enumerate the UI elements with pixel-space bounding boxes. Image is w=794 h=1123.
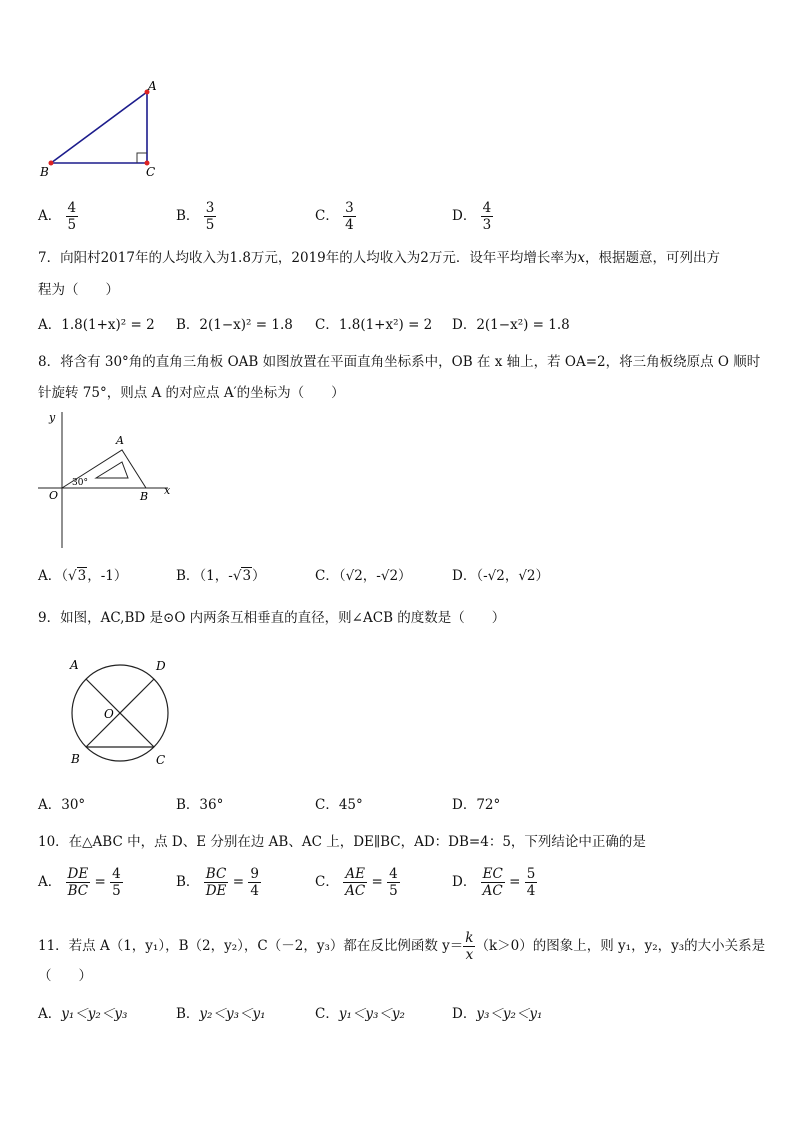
q7-stem: 7．向阳村2017年的人均收入为1.8万元，2019年的人均收入为2万元．设年平均增长率为x，根据题意，可列出方 xyxy=(38,250,720,266)
q7-option-c[interactable]: C．1.8(1+x²) = 2 xyxy=(315,317,433,333)
label-c: C xyxy=(146,165,156,179)
fraction: $\frac{4}{5}$ xyxy=(67,200,77,233)
label-y: y xyxy=(49,411,56,424)
q11-option-a[interactable]: A．y₁＜y₂＜y₃ xyxy=(38,1006,128,1022)
coordinate-triangle-figure xyxy=(36,410,176,550)
q11-option-c[interactable]: C．y₁＜y₃＜y₂ xyxy=(315,1006,405,1022)
fraction: $\frac{3}{5}$ xyxy=(205,200,215,233)
label-angle: 30° xyxy=(72,478,88,488)
label-c: C xyxy=(156,753,166,767)
label-o: O xyxy=(104,707,114,721)
q10-option-a[interactable]: A． $\frac{DE}{BC}$ = $\frac{4}{5}$ xyxy=(38,866,121,899)
circle-diameters-figure xyxy=(62,650,178,772)
q10-stem: 10．在△ABC 中，点 D、E 分别在边 AB、AC 上，DE∥BC，AD：DB=4：5，下列结论中正确的是 xyxy=(38,834,646,850)
q9-option-b[interactable]: B．36° xyxy=(176,797,224,813)
label-x: x xyxy=(164,484,171,497)
q8-option-b[interactable]: B．（1，-√3） xyxy=(176,568,266,584)
q9-option-a[interactable]: A．30° xyxy=(38,797,86,813)
q10-option-b[interactable]: B． $\frac{BC}{DE}$ = $\frac{9}{4}$ xyxy=(176,866,259,899)
label-a: A xyxy=(148,79,157,93)
q8-option-c[interactable]: C．（√2，-√2） xyxy=(315,568,412,584)
fraction: $\frac{3}{4}$ xyxy=(345,200,354,233)
label-b: B xyxy=(71,752,80,766)
right-triangle-figure xyxy=(38,78,168,180)
q7-option-b[interactable]: B．2(1−x)² = 1.8 xyxy=(176,317,293,333)
q8-option-a[interactable]: A．（√3，-1） xyxy=(38,568,128,584)
q11-option-b[interactable]: B．y₂＜y₃＜y₁ xyxy=(176,1006,266,1022)
q8-option-d[interactable]: D．（-√2，√2） xyxy=(452,568,550,584)
fraction: $\frac{4}{3}$ xyxy=(482,200,492,233)
q7-option-a[interactable]: A．1.8(1+x)² = 2 xyxy=(38,317,155,333)
label-a: A xyxy=(116,434,124,447)
label-b: B xyxy=(140,490,149,503)
q6-option-c[interactable]: C． $\frac{3}{4}$ xyxy=(315,200,354,233)
q11-stem: 11．若点 A（1，y₁），B（2，y₂），C（－2，y₃）都在反比例函数 y＝ $\frac{k}{x}$ （k＞0）的图象上，则 y₁，y₂，y₃的大小关系是 xyxy=(38,930,766,963)
q7-option-d[interactable]: D．2(1−x²) = 1.8 xyxy=(452,317,570,333)
q6-option-d[interactable]: D． $\frac{4}{3}$ xyxy=(452,200,492,233)
q8-stem-line2: 针旋转 75°，则点 A 的对应点 A′的坐标为（ ） xyxy=(38,385,345,401)
q11-stem-line2: （ ） xyxy=(38,968,92,984)
q9-option-d[interactable]: D．72° xyxy=(452,797,501,813)
q8-stem: 8．将含有 30°角的直角三角板 OAB 如图放置在平面直角坐标系中，OB 在 x 轴上，若 OA=2，将三角板绕原点 O 顺时 xyxy=(38,354,761,370)
q7-stem-line2: 程为（ ） xyxy=(38,282,119,298)
label-o: O xyxy=(49,489,59,502)
q9-option-c[interactable]: C．45° xyxy=(315,797,363,813)
label-a: A xyxy=(70,658,79,672)
label-b: B xyxy=(40,165,49,179)
q6-option-b[interactable]: B． $\frac{3}{5}$ xyxy=(176,200,215,233)
label-d: D xyxy=(156,659,166,673)
q10-option-c[interactable]: C． $\frac{AE}{AC}$ = $\frac{4}{5}$ xyxy=(315,866,398,899)
q10-option-d[interactable]: D． $\frac{EC}{AC}$ = $\frac{5}{4}$ xyxy=(452,866,536,899)
q9-stem: 9．如图，AC,BD 是⊙O 内两条互相垂直的直径，则∠ACB 的度数是（ ） xyxy=(38,610,506,626)
q11-option-d[interactable]: D．y₃＜y₂＜y₁ xyxy=(452,1006,543,1022)
q6-option-a[interactable]: A． $\frac{4}{5}$ xyxy=(38,200,77,233)
fraction-k-over-x: $\frac{k}{x}$ xyxy=(465,930,474,963)
